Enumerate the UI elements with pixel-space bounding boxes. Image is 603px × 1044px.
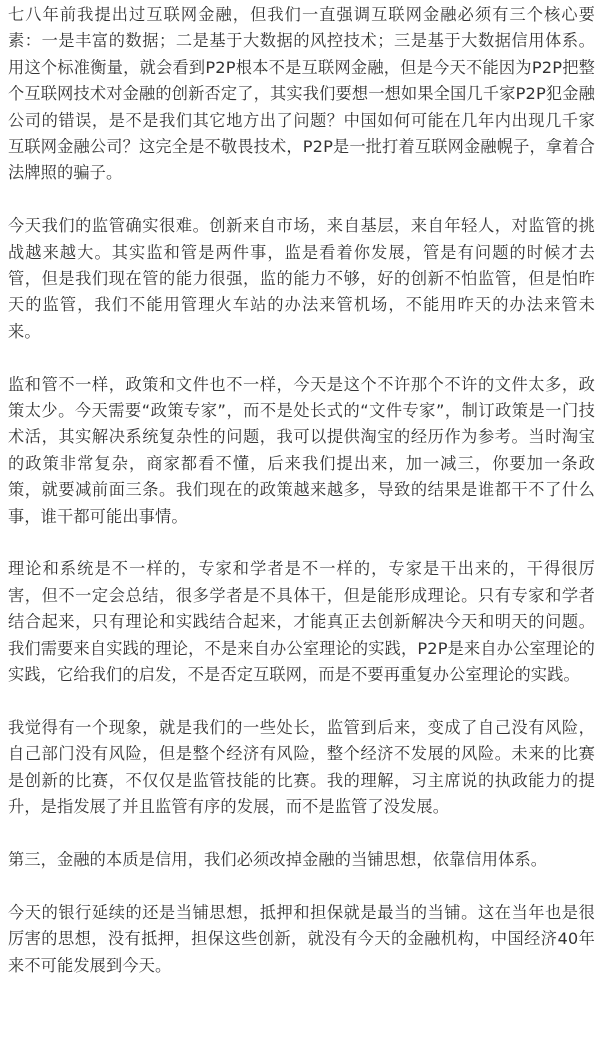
paragraph-policy-vs-documents: 监和管不一样，政策和文件也不一样，今天是这个不许那个不许的文件太多，政策太少。今天需要“政策专家”，而不是处长式的“文件专家”，制订政策是一门技术活，其实解决系统复杂性的问题，我可以提供淘宝的经历作为参考。当时淘宝的政策非常复杂，商家都看不懂，后来我们提出来，加一减三，你要加一条政策，就要减前面三条。我们现在的政策越来越多，导致的结果是谁都干不了什么事，谁干都可能出事情。: [8, 374, 595, 526]
paragraph-internet-finance: 七八年前我提出过互联网金融，但我们一直强调互联网金融必须有三个核心要素：一是丰富的数据；二是基于大数据的风控技术；三是基于大数据信用体系。用这个标准衡量，就会看到P2P根本不是互联网金融，但是今天不能因为P2P把整个互联网技术对金融的创新否定了，其实我们要想一想如果全国几千家P2P犯金融公司的错误，是不是我们其它地方出了问题？中国如何可能在几年内出现几千家互联网金融公司？这完全是不敬畏技术，P2P是一批打着互联网金融幌子，拿着合法牌照的骗子。: [8, 5, 595, 183]
paragraph-pawnshop-thinking: 今天的银行延续的还是当铺思想，抵押和担保就是最当的当铺。这在当年也是很厉害的思想，没有抵押，担保这些创新，就没有今天的金融机构，中国经济40年来不可能发展到今天。: [8, 902, 595, 975]
paragraph-regulation-difficulty: 今天我们的监管确实很难。创新来自市场，来自基层，来自年轻人，对监管的挑战越来越大。其实监和管是两件事，监是看着你发展，管是有问题的时候才去管，但是我们现在管的能力很强，监的能力不够，好的创新不怕监管，但是怕昨天的监管，我们不能用管理火车站的办法来管机场，不能用昨天的办法来管未来。: [8, 216, 595, 341]
paragraph-theory-vs-practice: 理论和系统是不一样的，专家和学者是不一样的，专家是干出来的，干得很厉害，但不一定会总结，很多学者是不具体干，但是能形成理论。只有专家和学者结合起来，只有理论和实践结合起来，才能真正去创新解决今天和明天的问题。我们需要来自实践的理论，不是来自办公室理论的实践，P2P是来自办公室理论的实践，它给我们的启发，不是否定互联网，而是不要再重复办公室理论的实践。: [8, 559, 595, 685]
paragraph-regulatory-risk: 我觉得有一个现象，就是我们的一些处长，监管到后来，变成了自己没有风险，自己部门没有风险，但是整个经济有风险，整个经济不发展的风险。未来的比赛是创新的比赛，不仅仅是监管技能的比赛。我的理解，习主席说的执政能力的提升，是指发展了并且监管有序的发展，而不是监管了没发展。: [8, 717, 595, 817]
paragraph-credit-essence: 第三，金融的本质是信用，我们必须改掉金融的当铺思想，依靠信用体系。: [8, 849, 548, 869]
